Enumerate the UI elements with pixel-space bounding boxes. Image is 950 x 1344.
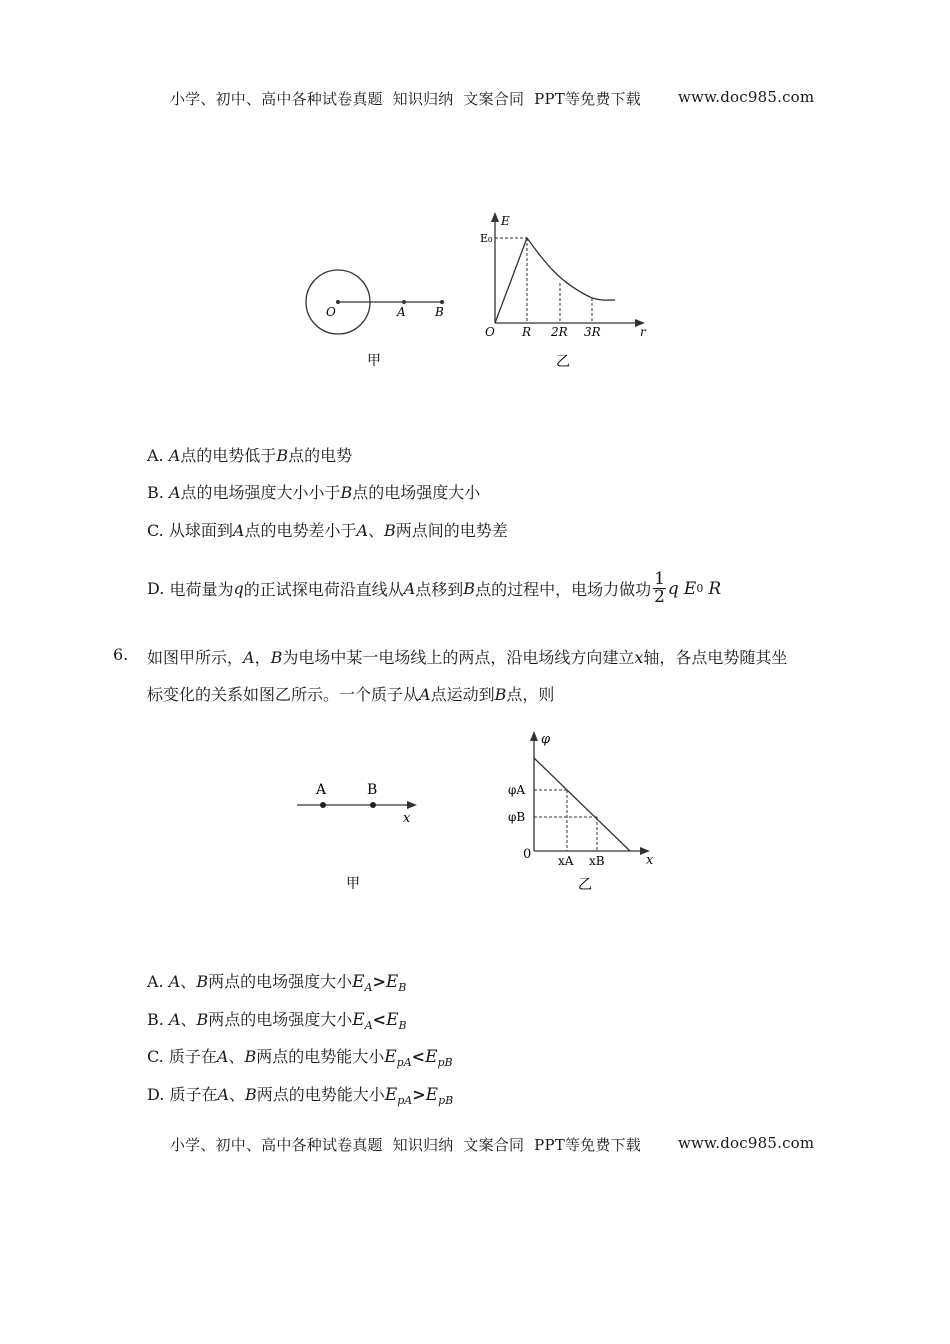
option-text: 、: [180, 1010, 197, 1029]
footer-banner-text: 小学、初中、高中各种试卷真题 知识归纳 文案合同 PPT等免费下载: [169, 1136, 641, 1154]
rhs-var: E: [385, 972, 399, 992]
stem-text: ，: [254, 648, 271, 667]
phi-axis-label: φ: [541, 732, 551, 747]
lhs-sub: A: [364, 1019, 373, 1033]
relation-op: >: [372, 972, 386, 991]
option-text: 两点的电势能大小: [256, 1047, 385, 1066]
var-a: A: [168, 1010, 181, 1029]
lhs-sub: pA: [397, 1094, 413, 1108]
origin-label: 0: [523, 847, 532, 862]
x-b-label: xB: [589, 854, 605, 868]
var-q: q: [667, 578, 679, 599]
option-text: 两点的电场强度大小: [208, 972, 353, 991]
rhs-var: E: [425, 1047, 438, 1067]
figure-2: [290, 725, 670, 895]
option-letter: C.: [147, 1047, 164, 1066]
phi-a-label: φA: [508, 783, 526, 797]
q6-stem-line1: [147, 645, 787, 668]
var-b: B: [463, 579, 476, 598]
option-text: 、: [180, 972, 197, 991]
q5-option-c[interactable]: [147, 518, 508, 541]
fraction-den: 2: [654, 587, 665, 607]
point-a-dot: [320, 802, 326, 808]
rhs-sub: B: [398, 981, 407, 995]
q5-option-b[interactable]: [147, 480, 480, 503]
rhs-var: E: [386, 1010, 399, 1030]
q6-option-a[interactable]: [147, 969, 406, 994]
x-line-arrow-icon: [407, 801, 417, 809]
figure-1-left: [306, 270, 444, 369]
var-b: B: [276, 446, 289, 465]
figure-2-right-caption: 乙: [578, 877, 592, 893]
x-axis-label: x: [646, 853, 654, 868]
var-q: q: [233, 579, 244, 598]
e0-label: E₀: [480, 232, 493, 245]
option-text: 点的过程中，电场力做功: [475, 580, 652, 599]
var-r: R: [708, 578, 722, 599]
stem-text: 为电场中某一电场线上的两点，沿电场线方向建立: [282, 648, 635, 667]
option-text: 质子在: [168, 1047, 217, 1066]
q5-option-d[interactable]: [147, 571, 721, 606]
relation-op: <: [372, 1010, 387, 1029]
lhs-sub: pA: [396, 1056, 412, 1070]
option-letter: B.: [147, 483, 164, 502]
figure-1-right-caption: 乙: [556, 354, 570, 370]
option-text: 点移到: [415, 580, 464, 599]
var-a: A: [168, 483, 181, 502]
option-text: 两点的电场强度大小: [208, 1010, 353, 1029]
rhs-sub: pB: [438, 1094, 454, 1108]
point-a-label: A: [316, 782, 327, 798]
var-e: E: [683, 578, 697, 599]
x-a-label: xA: [558, 854, 574, 868]
option-text: 从球面到: [168, 521, 233, 540]
option-letter: B.: [147, 1010, 164, 1029]
q6-option-c[interactable]: [147, 1044, 453, 1069]
option-text: 、: [228, 1047, 245, 1066]
var-a: A: [403, 579, 416, 598]
option-text: 质子在: [169, 1085, 218, 1104]
var-b: B: [244, 1047, 257, 1066]
option-text: 点的电势差小于: [244, 521, 357, 540]
option-letter: D.: [147, 579, 165, 598]
point-o-label: O: [326, 305, 336, 319]
option-letter: A.: [147, 972, 164, 991]
stem-text: 标变化的关系如图乙所示。一个质子从: [147, 685, 420, 704]
lhs-var: E: [352, 972, 365, 992]
rhs-var: E: [425, 1085, 439, 1105]
q6-stem-line2: [147, 682, 554, 705]
q6-option-d[interactable]: [147, 1082, 453, 1107]
option-text: 点的电场强度大小小于: [180, 483, 341, 502]
header-site-text: www.doc985.com: [677, 88, 815, 106]
var-a: A: [356, 521, 369, 540]
var-b: B: [196, 1010, 209, 1029]
var-b: B: [270, 648, 283, 667]
var-a: A: [419, 685, 431, 704]
lhs-var: E: [352, 1010, 365, 1030]
x-label: x: [403, 811, 411, 826]
option-text: 、: [229, 1085, 246, 1104]
phi-axis-arrow-icon: [530, 731, 538, 741]
footer-site-text: www.doc985.com: [677, 1134, 815, 1152]
option-letter: A.: [147, 446, 164, 465]
var-b: B: [384, 521, 396, 540]
footer-site-link[interactable]: [668, 1116, 814, 1152]
figure-2-left: [297, 782, 417, 892]
figure-1-left-caption: 甲: [367, 353, 381, 369]
var-a: A: [243, 648, 255, 667]
phi-b-label: φB: [508, 810, 526, 824]
header-banner: [160, 70, 641, 109]
var-b: B: [196, 972, 209, 991]
relation-op: >: [412, 1085, 426, 1104]
var-a: A: [232, 521, 245, 540]
lhs-sub: A: [364, 981, 373, 995]
option-text: 两点间的电势差: [395, 521, 508, 540]
figure-1-right: [480, 212, 647, 370]
q6-option-b[interactable]: [147, 1007, 407, 1032]
option-text: 点的电场强度大小: [352, 483, 481, 502]
point-b-label: B: [435, 305, 444, 319]
rhs-sub: B: [398, 1019, 407, 1033]
sub-zero: 0: [696, 582, 704, 595]
point-b-dot: [370, 802, 376, 808]
fraction-num: 1: [654, 569, 665, 589]
r-axis-label: r: [640, 325, 646, 339]
option-letter: C.: [147, 521, 164, 540]
e-axis-arrow-icon: [491, 212, 499, 222]
point-a-label: A: [397, 305, 406, 319]
header-site-link[interactable]: [668, 70, 814, 106]
figure-2-left-caption: 甲: [346, 876, 360, 892]
stem-text: 点，则: [506, 685, 555, 704]
var-b: B: [340, 483, 353, 502]
stem-text: 如图甲所示，: [147, 648, 244, 667]
var-b: B: [245, 1085, 257, 1104]
option-text: 电荷量为: [169, 580, 234, 599]
fraction-half: [653, 571, 666, 606]
var-x: x: [634, 648, 644, 667]
point-b-dot: [440, 300, 444, 304]
q5-option-a[interactable]: [147, 443, 352, 466]
lhs-var: E: [384, 1085, 398, 1105]
option-text: 、: [368, 521, 385, 540]
var-b: B: [494, 685, 507, 704]
tick-r: R: [522, 325, 532, 339]
e-curve: [495, 238, 615, 323]
var-a: A: [168, 446, 181, 465]
footer-banner: [160, 1116, 641, 1155]
stem-text: 点运动到: [430, 685, 495, 704]
figure-1: [290, 205, 670, 380]
tick-2r: 2R: [551, 325, 568, 339]
q6-number: 6.: [113, 645, 129, 664]
relation-op: <: [411, 1047, 426, 1066]
header-banner-text: 小学、初中、高中各种试卷真题 知识归纳 文案合同 PPT等免费下载: [169, 90, 641, 108]
rhs-sub: pB: [437, 1056, 453, 1070]
point-a-dot: [402, 300, 406, 304]
option-text: 点的电势低于: [180, 446, 277, 465]
point-o-dot: [336, 300, 340, 304]
var-a: A: [216, 1047, 229, 1066]
e-axis-label: E: [501, 214, 510, 228]
option-letter: D.: [147, 1085, 165, 1104]
var-a: A: [168, 972, 181, 991]
option-text: 的正试探电荷沿直线从: [243, 580, 404, 599]
stem-text: 轴，各点电势随其坐: [643, 648, 788, 667]
origin-label: O: [485, 325, 495, 339]
phi-line: [534, 758, 630, 851]
option-text: 点的电势: [288, 446, 353, 465]
lhs-var: E: [384, 1047, 397, 1067]
option-text: 两点的电势能大小: [256, 1085, 385, 1104]
point-b-label: B: [367, 782, 378, 798]
tick-3r: 3R: [584, 325, 601, 339]
var-a: A: [217, 1085, 230, 1104]
figure-2-right: [508, 731, 654, 893]
